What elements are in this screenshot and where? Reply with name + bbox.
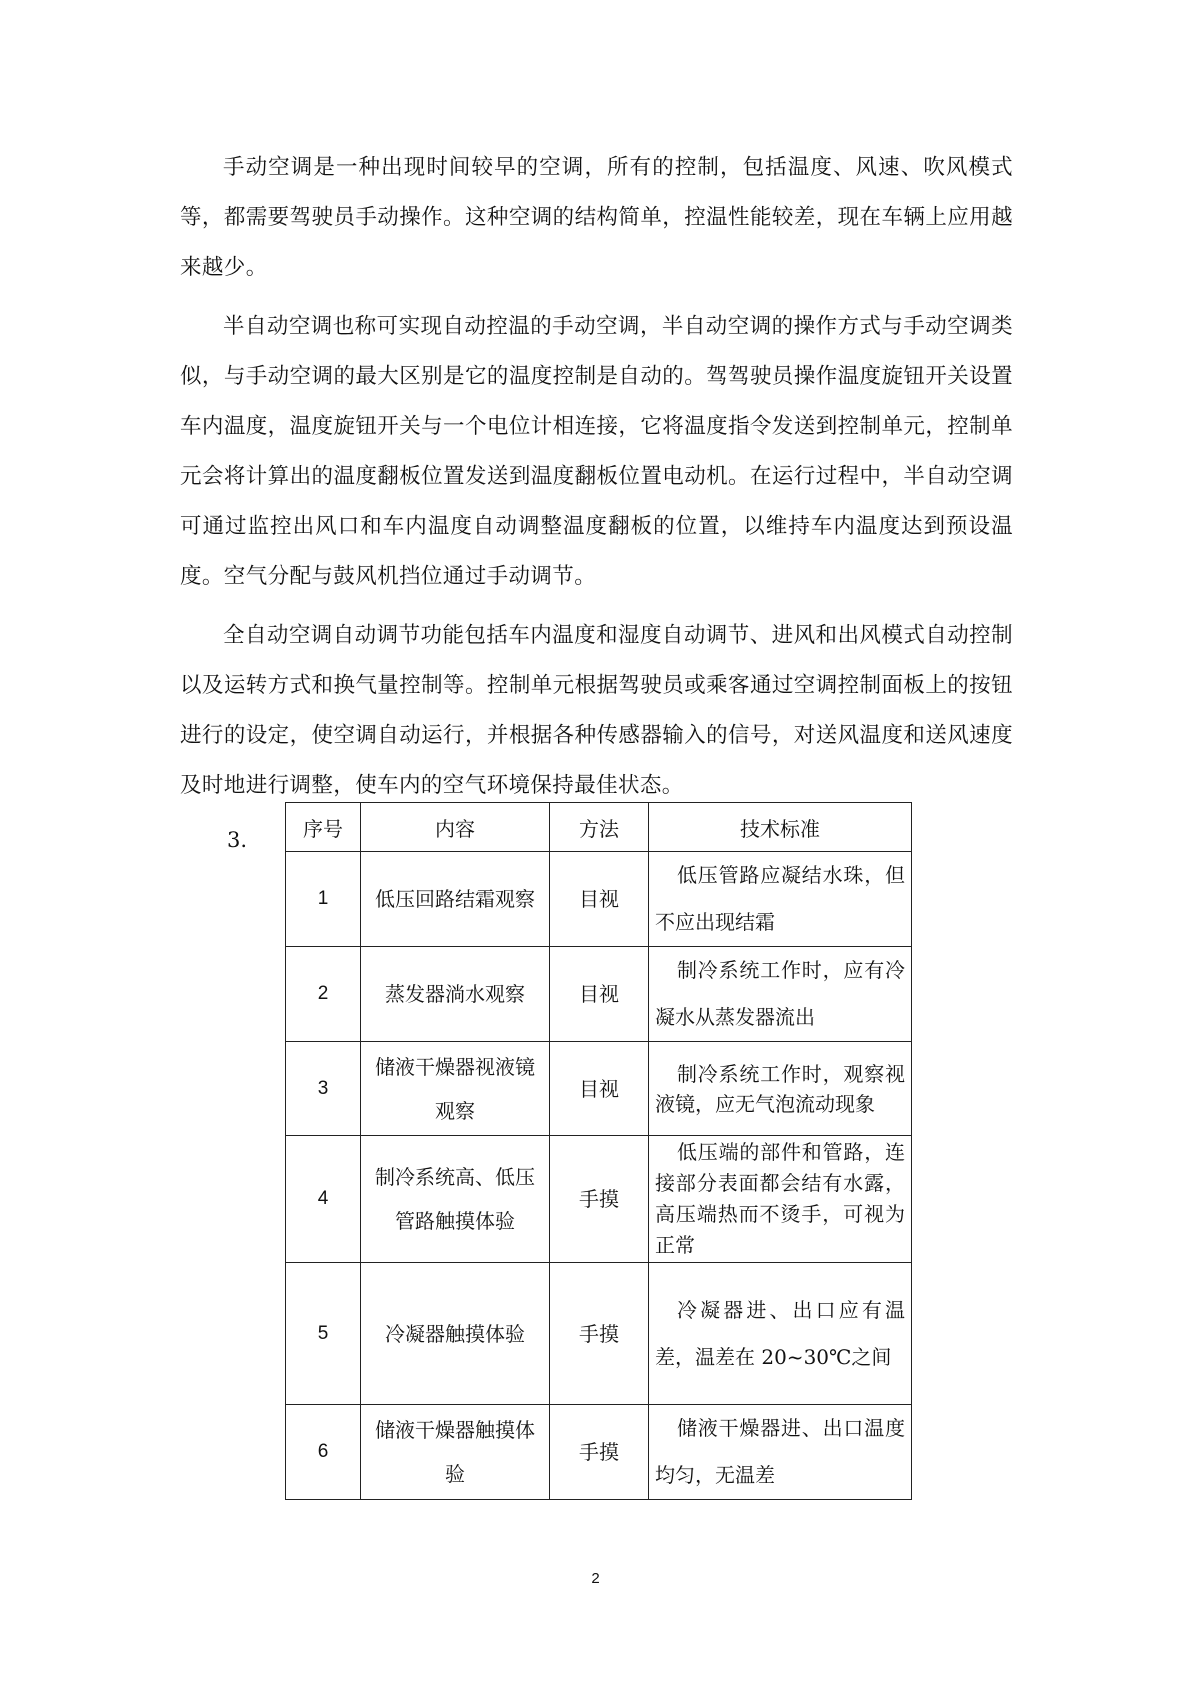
row-standard: 制冷系统工作时，应有冷凝水从蒸发器流出 [649, 947, 912, 1042]
row-number: 5 [286, 1263, 361, 1405]
inspection-table [285, 802, 912, 1500]
row-method: 手摸 [550, 1136, 649, 1263]
row-standard: 低压管路应凝结水珠，但不应出现结霜 [649, 852, 912, 947]
header-method: 方法 [550, 803, 649, 852]
table-row [286, 947, 912, 1042]
row-method: 目视 [550, 852, 649, 947]
row-method: 手摸 [550, 1263, 649, 1405]
document-body [180, 143, 1013, 866]
table-row [286, 1136, 912, 1263]
table-row [286, 1263, 912, 1405]
paragraph-semi-auto-ac: 半自动空调也称可实现自动控温的手动空调，半自动空调的操作方式与手动空调类似，与手动空调的最大区别是它的温度控制是自动的。驾驾驶员操作温度旋钮开关设置车内温度，温度旋钮开关与一个电位计相连接，它将温度指令发送到控制单元，控制单元会将计算出的温度翻板位置发送到温度翻板位置电动机。在运行过程中，半自动空调可通过监控出风口和车内温度自动调整温度翻板的位置，以维持车内温度达到预设温度。空气分配与鼓风机挡位通过手动调节。 [180, 314, 1013, 589]
row-content: 蒸发器淌水观察 [361, 947, 550, 1042]
row-standard: 低压端的部件和管路，连接部分表面都会结有水露，高压端热而不烫手，可视为正常 [649, 1136, 912, 1263]
table-row [286, 1042, 912, 1136]
row-content: 低压回路结霜观察 [361, 852, 550, 947]
row-standard: 制冷系统工作时，观察视液镜，应无气泡流动现象 [649, 1042, 912, 1136]
row-number: 2 [286, 947, 361, 1042]
row-method: 目视 [550, 947, 649, 1042]
row-content: 储液干燥器视液镜观察 [361, 1042, 550, 1136]
row-standard: 储液干燥器进、出口温度均匀，无温差 [649, 1405, 912, 1500]
section-number: 3. [227, 828, 248, 852]
row-content: 储液干燥器触摸体验 [361, 1405, 550, 1500]
row-method: 手摸 [550, 1405, 649, 1500]
row-number: 1 [286, 852, 361, 947]
table-header-row [286, 803, 912, 852]
header-content: 内容 [361, 803, 550, 852]
row-standard: 冷凝器进、出口应有温差，温差在 20~30℃之间 [649, 1263, 912, 1405]
paragraph-full-auto-ac: 全自动空调自动调节功能包括车内温度和湿度自动调节、进风和出风模式自动控制以及运转方式和换气量控制等。控制单元根据驾驶员或乘客通过空调控制面板上的按钮进行的设定，使空调自动运行，并根据各种传感器输入的信号，对送风温度和送风速度及时地进行调整，使车内的空气环境保持最佳状态。 [180, 623, 1013, 798]
header-number: 序号 [286, 803, 361, 852]
table-row [286, 852, 912, 947]
page-number: 2 [591, 1570, 600, 1587]
row-number: 6 [286, 1405, 361, 1500]
row-number: 4 [286, 1136, 361, 1263]
row-content: 冷凝器触摸体验 [361, 1263, 550, 1405]
table-row [286, 1405, 912, 1500]
paragraph-manual-ac: 手动空调是一种出现时间较早的空调，所有的控制，包括温度、风速、吹风模式等，都需要驾驶员手动操作。这种空调的结构简单，控温性能较差，现在车辆上应用越来越少。 [180, 155, 1013, 280]
row-content: 制冷系统高、低压管路触摸体验 [361, 1136, 550, 1263]
header-standard: 技术标准 [649, 803, 912, 852]
row-method: 目视 [550, 1042, 649, 1136]
row-number: 3 [286, 1042, 361, 1136]
